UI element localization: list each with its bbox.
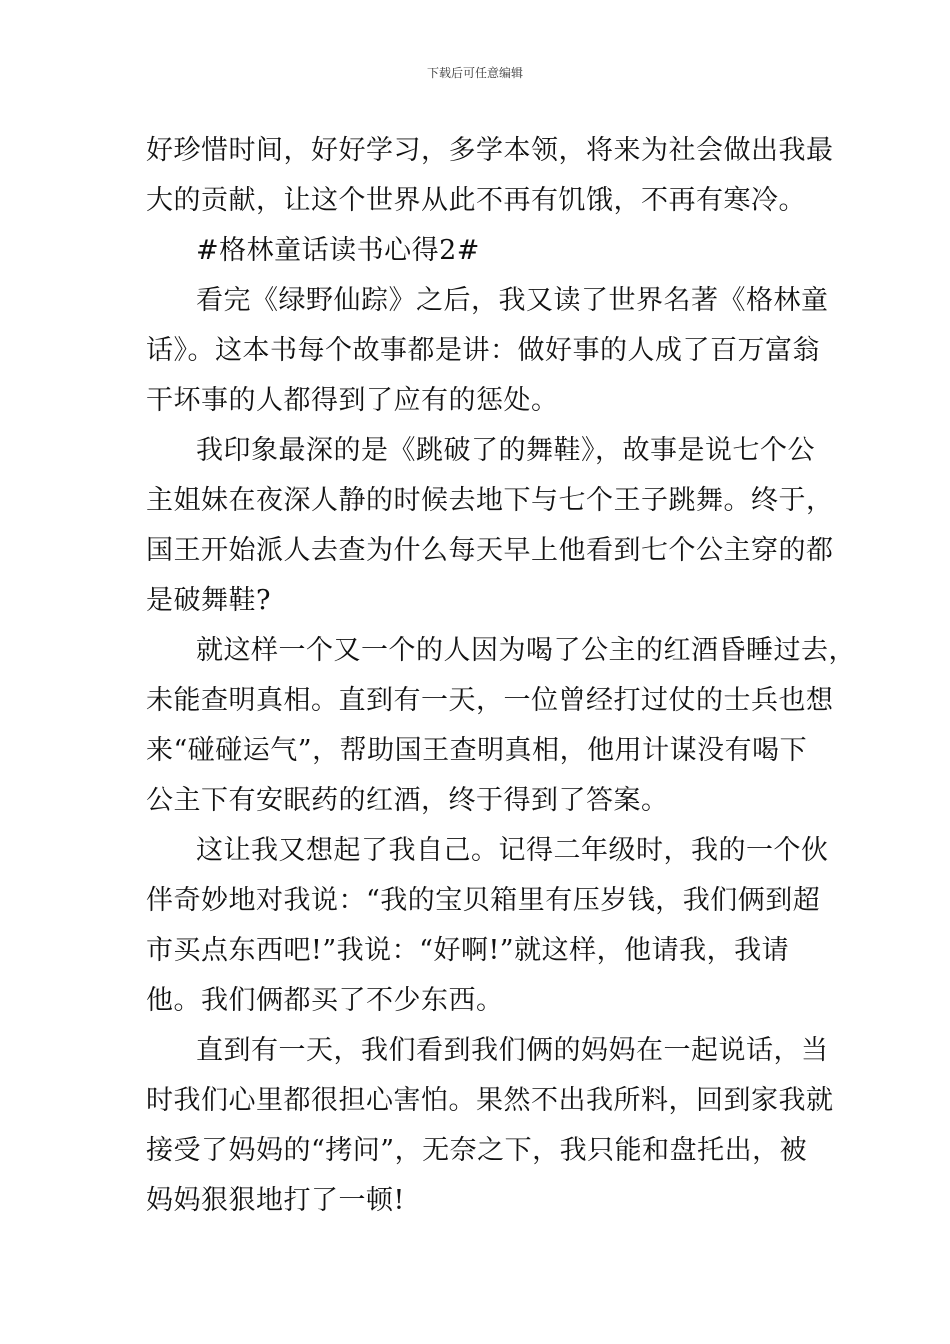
text-line: 干坏事的人都得到了应有的惩处。: [146, 385, 559, 416]
text-line: 大的贡献，让这个世界从此不再有饥饿，不再有寒冷。: [146, 185, 806, 216]
text-line: 市买点东西吧!”我说：“好啊!”就这样，他请我，我请: [146, 935, 790, 966]
text-line: 好珍惜时间，好好学习，多学本领，将来为社会做出我最: [146, 135, 834, 166]
text-line: 就这样一个又一个的人因为喝了公主的红酒昏睡过去，: [196, 635, 856, 666]
text-line: 未能查明真相。直到有一天，一位曾经打过仗的士兵也想: [146, 685, 834, 716]
text-line: 接受了妈妈的“拷问”，无奈之下，我只能和盘托出，被: [146, 1135, 808, 1166]
text-line: 妈妈狠狠地打了一顿!: [146, 1185, 405, 1216]
text-line: 来“碰碰运气”，帮助国王查明真相，他用计谋没有喝下: [146, 735, 808, 766]
text-line: 国王开始派人去查为什么每天早上他看到七个公主穿的都: [146, 535, 834, 566]
text-line: 我印象最深的是《跳破了的舞鞋》，故事是说七个公: [196, 435, 815, 466]
text-line: 他。我们俩都买了不少东西。: [146, 985, 504, 1016]
text-line: 话》。这本书每个故事都是讲：做好事的人成了百万富翁: [146, 335, 820, 366]
text-line: 主姐妹在夜深人静的时候去地下与七个王子跳舞。终于，: [146, 485, 834, 516]
text-line: 看完《绿野仙踪》之后，我又读了世界名著《格林童: [196, 285, 829, 316]
text-line: 是破舞鞋?: [146, 585, 271, 616]
section-heading: #格林童话读书心得2#: [196, 235, 480, 266]
text-line: 时我们心里都很担心害怕。果然不出我所料，回到家我就: [146, 1085, 834, 1116]
text-line: 直到有一天，我们看到我们俩的妈妈在一起说话，当: [196, 1035, 829, 1066]
page-header-note: 下载后可任意编辑: [426, 66, 523, 80]
document-body: [146, 126, 856, 1226]
text-line: 伴奇妙地对我说：“我的宝贝箱里有压岁钱，我们俩到超: [146, 885, 821, 916]
text-line: 公主下有安眠药的红酒，终于得到了答案。: [146, 785, 669, 816]
text-line: 这让我又想起了我自己。记得二年级时，我的一个伙: [196, 835, 829, 866]
